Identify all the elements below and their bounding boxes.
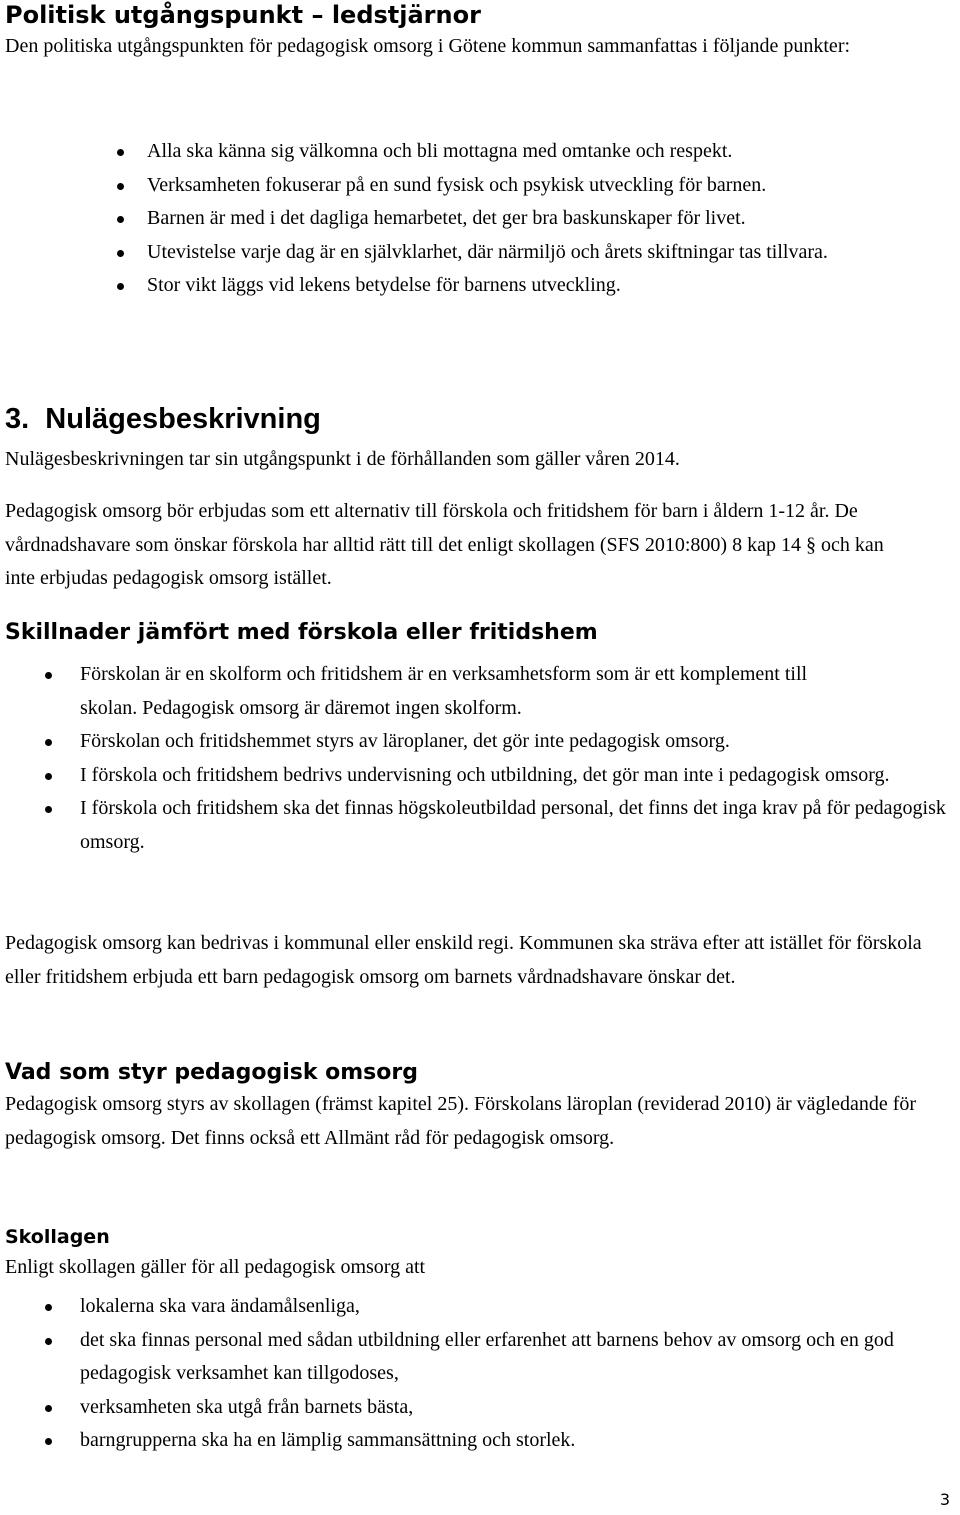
heading-skollagen: Skollagen <box>5 1226 110 1248</box>
list-item-text: Stor vikt läggs vid lekens betydelse för barnens utveckling. <box>147 274 621 296</box>
list-item-text: barngrupperna ska ha en lämplig sammansättning och storlek. <box>80 1429 576 1451</box>
skollagen-list <box>5 1290 905 1458</box>
heading-nulagesbeskrivning: 3. Nulägesbeskrivning <box>5 403 321 435</box>
section-vad-som-styr <box>5 1060 932 1155</box>
list-item-text: Förskolan är en skolform och fritidshem är en verksamhetsform som är ett komplement till skolan. Pedagogisk omsorg är däremot ingen skolform. <box>80 663 808 719</box>
list-item <box>5 1391 905 1425</box>
list-item-text: I förskola och fritidshem bedrivs undervisning och utbildning, det gör man inte i pedagogisk omsorg. <box>80 763 890 786</box>
list-item-text: Utevistelse varje dag är en självklarhet, där närmiljö och årets skiftningar tas tillvara. <box>147 240 828 263</box>
list-item <box>5 1324 905 1391</box>
bullet-icon <box>45 1405 52 1412</box>
bullet-icon <box>45 1438 52 1445</box>
list-item-text: lokalerna ska vara ändamålsenliga, <box>80 1295 360 1317</box>
section-skollagen <box>5 1226 932 1284</box>
list-item <box>5 236 828 270</box>
list-item <box>5 1424 905 1458</box>
list-item-text: Barnen är med i det dagliga hemarbetet, det ger bra baskunskaper för livet. <box>147 207 746 229</box>
list-item-text: Alla ska känna sig välkomna och bli mottagna med omtanke och respekt. <box>147 140 733 162</box>
list-item <box>5 792 946 859</box>
list-item-text: Förskolan och fritidshemmet styrs av läroplaner, det gör inte pedagogisk omsorg. <box>80 730 730 752</box>
bullet-icon <box>45 773 52 780</box>
list-item <box>5 759 905 793</box>
bullet-icon <box>117 183 124 190</box>
list-item-text: verksamheten ska utgå från barnets bästa, <box>80 1395 414 1418</box>
bullet-icon <box>117 250 124 257</box>
heading-vad-som-styr: Vad som styr pedagogisk omsorg <box>5 1060 418 1085</box>
heading-skillnader: Skillnader jämfört med förskola eller fritidshem <box>5 620 598 645</box>
bullet-icon <box>117 216 124 223</box>
list-item <box>5 135 825 169</box>
list-item <box>5 169 825 203</box>
bullet-icon <box>45 1338 52 1345</box>
skillnader-list <box>5 658 946 859</box>
list-item <box>5 1290 905 1324</box>
regi-paragraph: Pedagogisk omsorg kan bedrivas i kommunal eller enskild regi. Kommunen ska sträva efter att istället för förskola eller fritidshem erbjuda ett barn pedagogisk omsorg om barnets vårdnadshavare önskar det. <box>5 932 922 988</box>
section-nulagesbeskrivning <box>5 402 932 596</box>
list-item <box>5 202 825 236</box>
bullet-icon <box>45 739 52 746</box>
nulage-paragraph-1: Nulägesbeskrivningen tar sin utgångspunkt i de förhållanden som gäller våren 2014. <box>5 447 680 470</box>
page-number: 3 <box>939 1490 950 1509</box>
ledstjarnor-list <box>5 135 828 303</box>
section-regi <box>5 927 932 994</box>
section-skillnader <box>5 620 932 646</box>
list-item <box>5 725 905 759</box>
list-item-text: det ska finnas personal med sådan utbildning eller erfarenhet att barnens behov av omsorg och en god pedagogisk verksamhet kan tillgodoses, <box>80 1328 894 1384</box>
bullet-icon <box>45 806 52 813</box>
list-item <box>5 658 905 725</box>
bullet-icon <box>117 283 124 290</box>
nulage-paragraph-2: Pedagogisk omsorg bör erbjudas som ett alternativ till förskola och fritidshem för barn i åldern 1-12 år. De vårdnadshavare som önskar förskola har alltid rätt till det enligt skollagen (SFS 2010:800) 8 kap 14 § och kan inte erbjudas pedagogisk omsorg istället. <box>5 500 884 590</box>
bullet-icon <box>117 149 124 156</box>
bullet-icon <box>45 672 52 679</box>
list-item-text: I förskola och fritidshem ska det finnas högskoleutbildad personal, det finns det inga krav på för pedagogisk omsorg. <box>80 797 946 853</box>
vad-som-styr-paragraph: Pedagogisk omsorg styrs av skollagen (främst kapitel 25). Förskolans läroplan (reviderad 2010) är vägledande för pedagogisk omsorg. Det finns också ett Allmänt råd för pedagogisk omsorg. <box>5 1093 917 1149</box>
section-politisk-utgangspunkt <box>5 0 932 62</box>
heading-politisk-utgangspunkt: Politisk utgångspunkt – ledstjärnor <box>5 1 481 29</box>
intro-paragraph: Den politiska utgångspunkten för pedagogisk omsorg i Götene kommun sammanfattas i följande punkter: <box>5 35 851 57</box>
bullet-icon <box>45 1304 52 1311</box>
skollagen-intro: Enligt skollagen gäller för all pedagogisk omsorg att <box>5 1255 426 1278</box>
list-item-text: Verksamheten fokuserar på en sund fysisk och psykisk utveckling för barnen. <box>147 173 767 196</box>
list-item <box>5 269 825 303</box>
